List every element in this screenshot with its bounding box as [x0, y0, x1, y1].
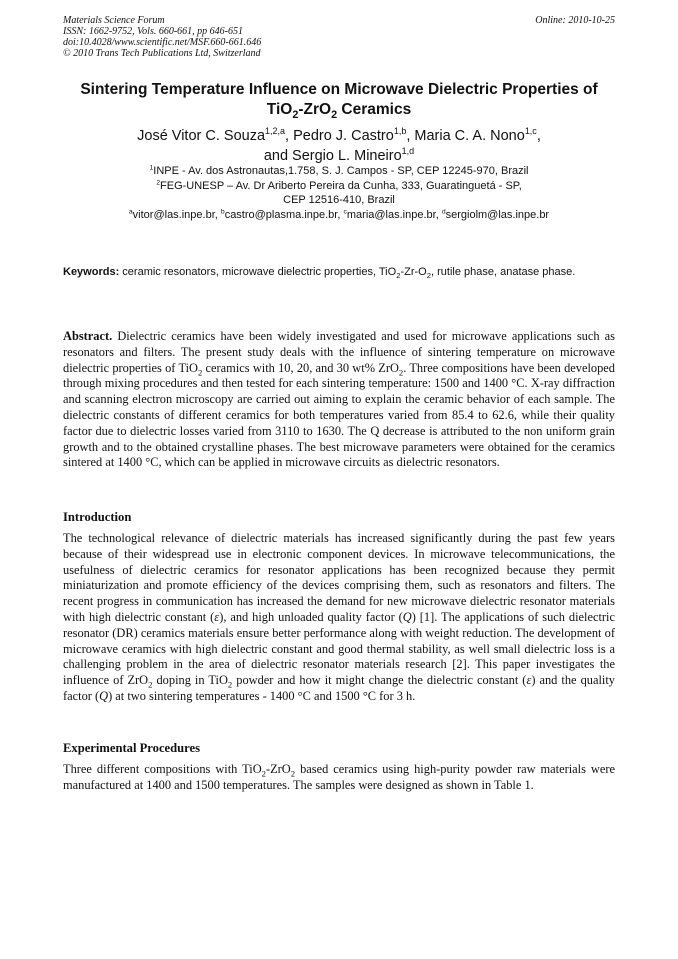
email-link: vitor@las.inpe.br, — [132, 208, 221, 221]
email-link: maria@las.inpe.br, — [346, 208, 442, 221]
online-date — [535, 15, 615, 26]
authors-line-1: José Vitor C. Souza$^{1,2,a}$, Pedro J. Castro$^{1,b}$, Maria C. A. Nono$^{1,c}$, — [137, 126, 541, 144]
journal-header — [63, 15, 261, 59]
affiliations — [40, 164, 638, 222]
authors-line-2: and Sergio L. Mineiro$^{1,d}$ — [263, 146, 415, 164]
email-link: castro@plasma.inpe.br, — [224, 208, 344, 221]
affiliation-2: $^2$FEG-UNESP – Av. Dr Ariberto Pereira da Cunha, 333, Guaratinguetá - SP, — [156, 178, 522, 192]
copyright-line: © 2010 Trans Tech Publications Ltd, Switzerland — [63, 48, 261, 59]
issn-line: ISSN: 1662-9752, Vols. 660-661, pp 646-651 — [63, 26, 243, 37]
abstract-label: Abstract. — [63, 329, 113, 343]
author-name: Pedro J. Castro — [293, 128, 394, 144]
keywords-label: Keywords: — [63, 266, 120, 278]
abstract: Abstract. Dielectric ceramics have been widely investigated and used for microwave applications such as resonators and filters. The present study deals with the influence of sintering temperature on microwave dielectric properties of TiO$_2$ ceramics with 10, 20, and 30 wt% ZrO$_2$. Three compositions have been developed through mixing procedures and then tested for each sintering temperature: 1500 and 1400 °C. X-ray diffraction and scanning electron microscopy are carried out aiming to explain the ceramic behavior of each sample. The dielectric constants of different ceramics for both temperatures varied from 85.4 to 62.6, while their quality factor due to dielectric losses varied from 3110 to 1630. The Q decrease is attributed to the non uniform grain growth and to the obtained crystalline phases. The best microwave parameters were obtained for the ceramics sintered at 1400 °C, which can be applied in microwave circuits as dielectric resonators. — [63, 329, 615, 470]
section-heading-introduction: Introduction — [63, 510, 132, 524]
author-name: Maria C. A. Nono — [414, 128, 525, 144]
journal-name: Materials Science Forum — [63, 15, 165, 26]
author-name: José Vitor C. Souza — [137, 128, 266, 144]
email-list: $^a$vitor@las.inpe.br, $^b$castro@plasma.inpe.br, $^c$maria@las.inpe.br, $^d$sergiolm@las.inpe.br — [128, 207, 550, 221]
doi-line: doi:10.4028/www.scientific.net/MSF.660-661.646 — [63, 37, 262, 48]
keywords: Keywords: ceramic resonators, microwave dielectric properties, $TiO_2-Zr-O_2$, rutile phase, anatase phase. — [63, 266, 576, 281]
experimental-paragraph: Three different compositions with TiO$_2$-ZrO$_2$ based ceramics using high-purity powder raw materials were manufactured at 1400 and 1500 temperatures. The samples were designed as shown in Table 1. — [63, 762, 615, 792]
section-heading-experimental: Experimental Procedures — [63, 741, 200, 755]
affiliation-2-cont: CEP 12516-410, Brazil — [283, 194, 395, 206]
email-link: sergiolm@las.inpe.br — [445, 208, 550, 221]
online-date-text: Online: 2010-10-25 — [535, 15, 615, 26]
title-line-1: Sintering Temperature Influence on Microwave Dielectric Properties of — [80, 81, 598, 98]
author-list — [40, 126, 638, 166]
title-line-2: TiO$_2$-ZrO$_2$ Ceramics — [266, 101, 412, 122]
introduction-paragraph: The technological relevance of dielectric materials has increased significantly during the past few years because of their widespread use in electronic component devices. In microwave telecommunications, the usefulness of dielectric ceramics for resonator applications has been recognized because they permit miniaturization and promote efficiency of the devices comprising them, such as resonators and filters. The recent progress in communication has increased the demand for new microwave dielectric resonator materials with high dielectric constant (ε), and high unloaded quality factor (Q) [1]. The applications of such dielectric resonator (DR) ceramics materials ensure better performance along with weight reduction. The development of microwave ceramics with high dielectric constant and good thermal stability, as well small dielectric loss is a challenging problem in the area of dielectric resonator materials research [2]. This paper investigates the influence of ZrO$_2$ doping in TiO$_2$ powder and how it might change the dielectric constant (ε) and the quality factor (Q) at two sintering temperatures - 1400 °C and 1500 °C for 3 h. — [63, 531, 616, 703]
paper-title — [40, 80, 638, 120]
affiliation-1: $^1$INPE - Av. dos Astronautas,1.758, S. J. Campos - SP, CEP 12245-970, Brazil — [149, 164, 529, 177]
author-name: and Sergio L. Mineiro — [263, 148, 402, 164]
